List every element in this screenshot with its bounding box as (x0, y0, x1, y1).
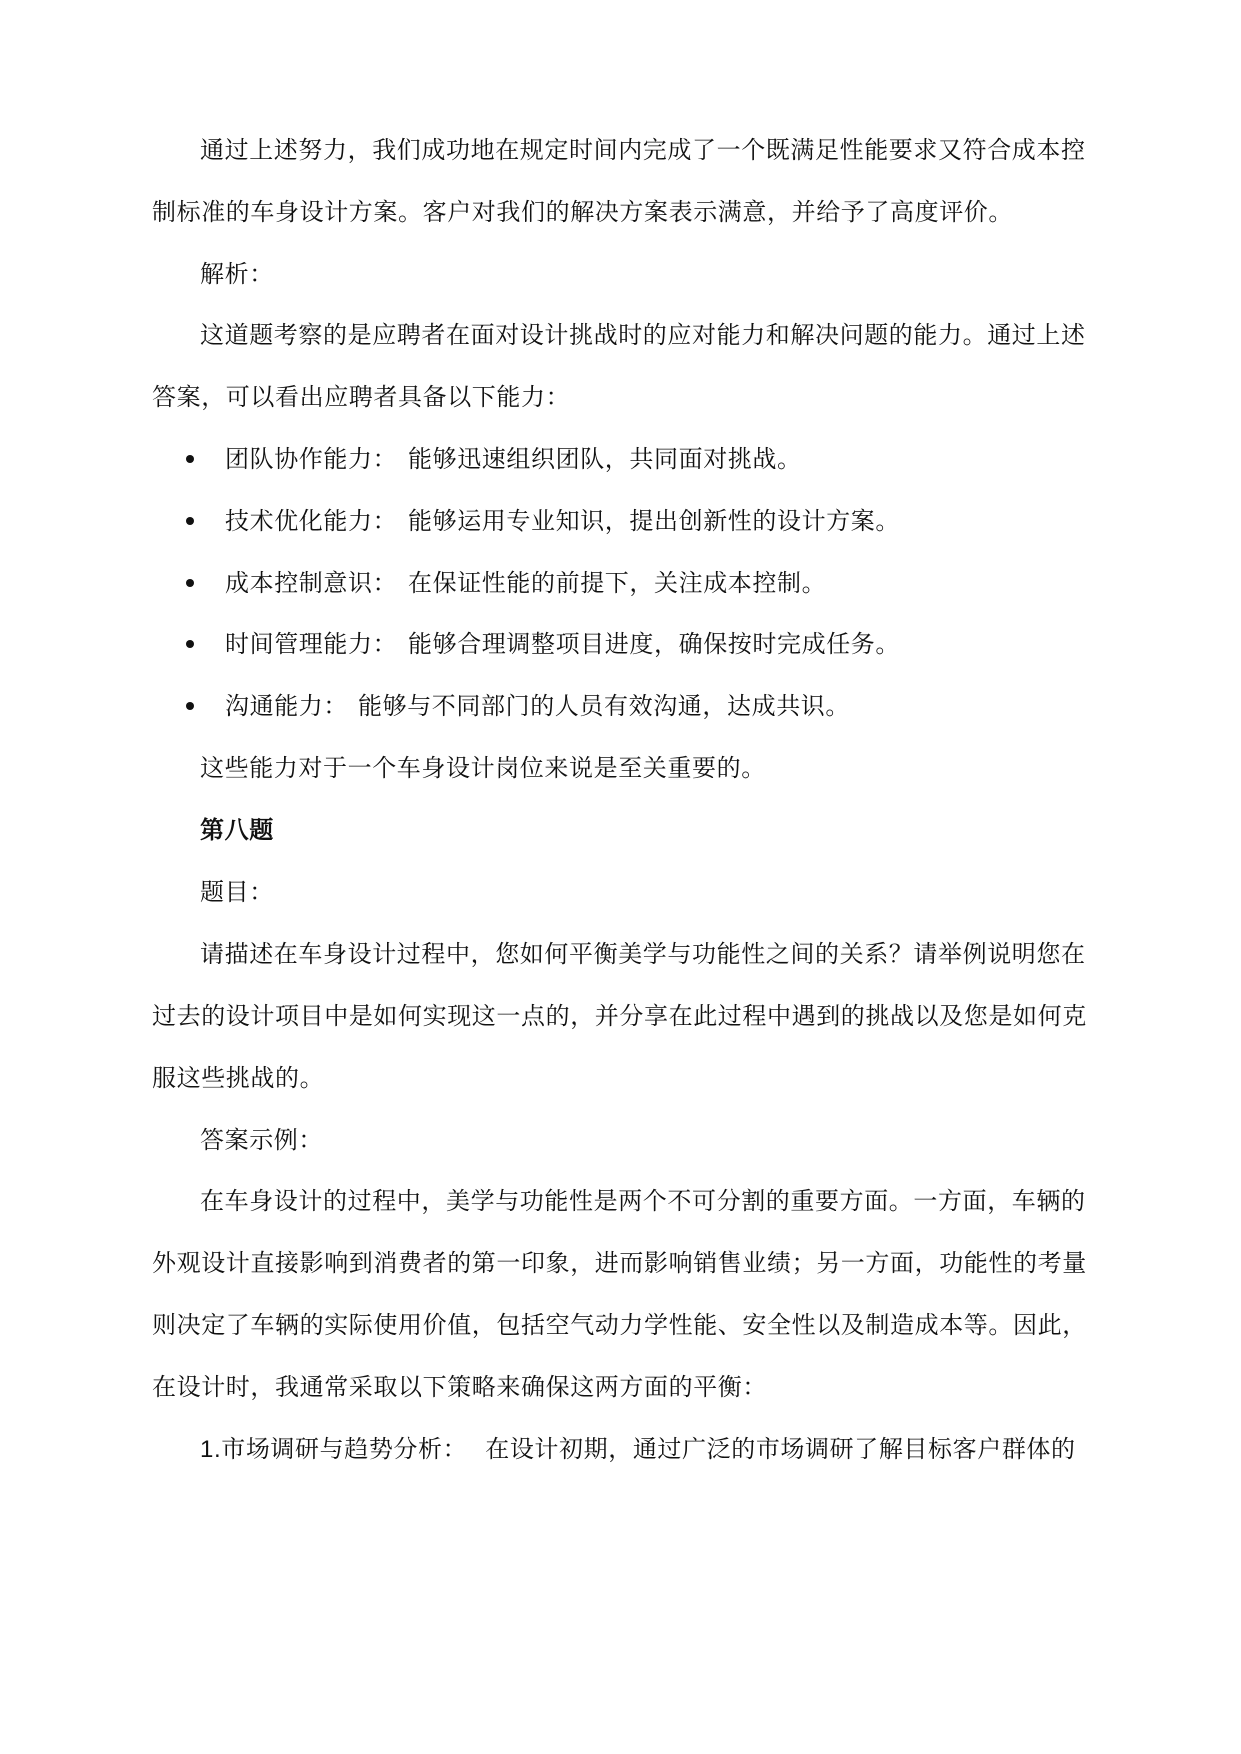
answer-line-2: 外观设计直接影响到消费者的第一印象，进而影响销售业绩；另一方面，功能性的考量 (152, 1249, 1087, 1277)
ability-item (186, 567, 1086, 599)
analysis-line-1: 这道题考察的是应聘者在面对设计挑战时的应对能力和解决问题的能力。通过上述 (200, 321, 1086, 349)
answer-label: 答案示例： (200, 1126, 323, 1154)
analysis-line-2: 答案，可以看出应聘者具备以下能力： (152, 383, 571, 411)
intro-line-2: 制标准的车身设计方案。客户对我们的解决方案表示满意，并给予了高度评价。 (152, 198, 1013, 226)
ability-item (186, 443, 1086, 475)
ability-desc: 能够迅速组织团队，共同面对挑战。 (408, 445, 802, 473)
strategy-number: 1. (200, 1436, 222, 1463)
question-line-1: 请描述在车身设计过程中，您如何平衡美学与功能性之间的关系？请举例说明您在 (200, 940, 1086, 968)
ability-desc: 能够与不同部门的人员有效沟通，达成共识。 (358, 692, 850, 720)
strategy-title: 市场调研与趋势分析： (221, 1435, 468, 1463)
ability-label: 技术优化能力： (225, 507, 398, 535)
bullet-icon (186, 579, 194, 587)
bullet-icon (186, 517, 194, 525)
ability-item (186, 628, 1086, 660)
intro-line-1: 通过上述努力，我们成功地在规定时间内完成了一个既满足性能要求又符合成本控 (200, 136, 1086, 164)
question-line-3: 服这些挑战的。 (152, 1064, 325, 1092)
bullet-icon (186, 640, 194, 648)
analysis-label: 解析： (200, 260, 274, 288)
ability-desc: 在保证性能的前提下，关注成本控制。 (408, 569, 827, 597)
ability-label: 时间管理能力： (225, 630, 398, 658)
ability-label: 团队协作能力： (225, 445, 398, 473)
bullet-icon (186, 455, 194, 463)
ability-item (186, 690, 1086, 722)
ability-item (186, 505, 1086, 537)
ability-desc: 能够运用专业知识，提出创新性的设计方案。 (408, 507, 900, 535)
answer-line-4: 在设计时，我通常采取以下策略来确保这两方面的平衡： (152, 1373, 767, 1401)
strategy-item (200, 1433, 1150, 1466)
question-label: 题目： (200, 878, 274, 906)
question-line-2: 过去的设计项目中是如何实现这一点的，并分享在此过程中遇到的挑战以及您是如何克 (152, 1002, 1087, 1030)
bullet-icon (186, 702, 194, 710)
answer-line-1: 在车身设计的过程中，美学与功能性是两个不可分割的重要方面。一方面，车辆的 (200, 1187, 1086, 1215)
ability-label: 沟通能力： (225, 692, 348, 720)
ability-label: 成本控制意识： (225, 569, 398, 597)
question-heading: 第八题 (200, 815, 274, 844)
answer-line-3: 则决定了车辆的实际使用价值，包括空气动力学性能、安全性以及制造成本等。因此， (152, 1311, 1087, 1339)
ability-desc: 能够合理调整项目进度，确保按时完成任务。 (408, 630, 900, 658)
abilities-conclusion: 这些能力对于一个车身设计岗位来说是至关重要的。 (200, 754, 766, 782)
strategy-desc: 在设计初期，通过广泛的市场调研了解目标客户群体的 (485, 1435, 1076, 1463)
